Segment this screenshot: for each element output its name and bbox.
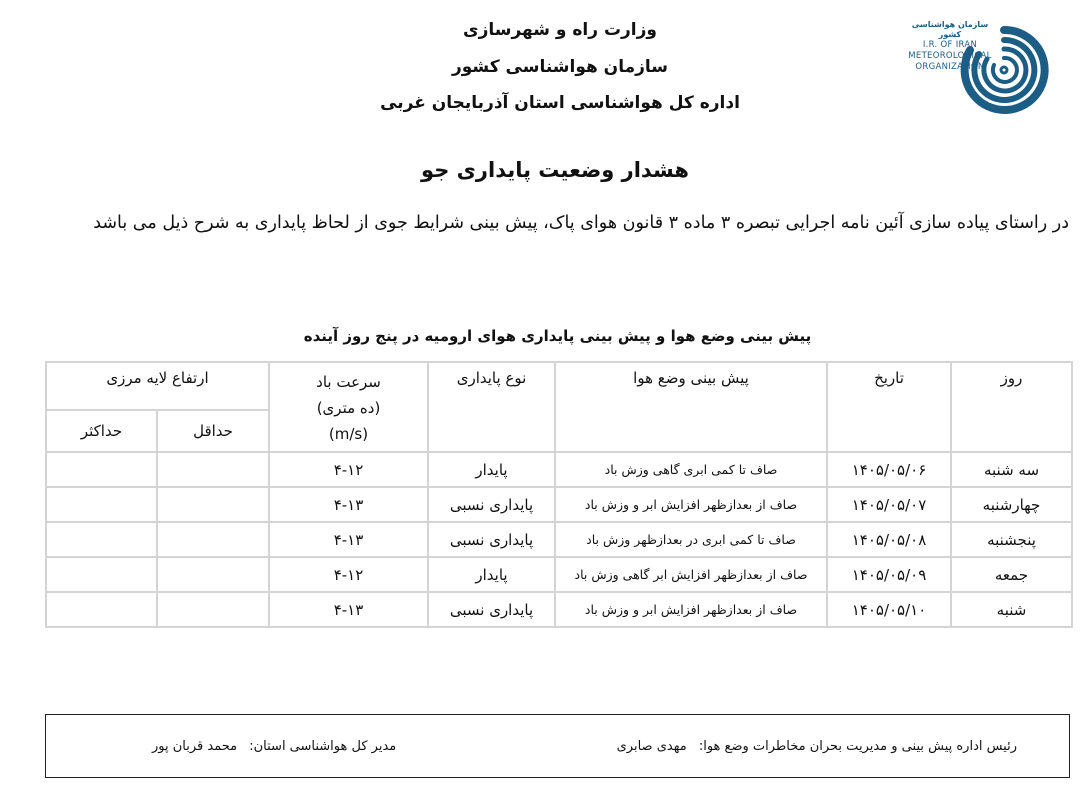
cell-max — [46, 557, 157, 592]
department-title: اداره کل هواشناسی استان آذربایجان غربی — [380, 93, 740, 113]
table-caption: پیش بینی وضع هوا و پیش بینی پایداری هوای ارومیه در پنج روز آینده — [303, 327, 812, 345]
table-row — [46, 452, 1072, 487]
cell-day: پنجشنبه — [951, 522, 1072, 557]
logo-english-line-1: I.R. OF IRAN — [922, 40, 978, 50]
logo-english-line-2: METEOROLOGICAL — [908, 51, 992, 61]
cell-max — [46, 487, 157, 522]
cell-stability: پایداری نسبی — [428, 522, 555, 557]
director-general-title: مدیر کل هواشناسی استان: — [249, 739, 397, 754]
director-general-name: محمد قربان پور — [152, 739, 238, 754]
cell-day: جمعه — [951, 557, 1072, 592]
header-date: تاریخ — [827, 362, 951, 452]
cell-forecast: صاف از بعدازظهر افزایش ابر و وزش باد — [555, 592, 827, 627]
cell-stability: پایدار — [428, 557, 555, 592]
director-general-signature — [152, 739, 396, 754]
header-day: روز — [951, 362, 1072, 452]
cell-day: شنبه — [951, 592, 1072, 627]
table-row — [46, 592, 1072, 627]
cell-forecast: صاف تا کمی ابری گاهی وزش باد — [555, 452, 827, 487]
cell-wind: ۴-۱۲ — [269, 452, 428, 487]
logo-text — [900, 20, 1000, 73]
cell-wind: ۴-۱۳ — [269, 522, 428, 557]
cell-min — [157, 452, 269, 487]
signature-box — [45, 714, 1070, 778]
forecast-chief-name: مهدی صابری — [616, 739, 687, 754]
header-wind-line-3: (m/s) — [328, 425, 369, 443]
cell-min — [157, 487, 269, 522]
document-title: هشدار وضعیت پایداری جو — [421, 158, 689, 182]
organization-logo — [900, 16, 1060, 128]
table-row — [46, 557, 1072, 592]
header-boundary-layer: ارتفاع لایه مرزی — [46, 362, 269, 410]
cell-max — [46, 522, 157, 557]
cell-date: ۱۴۰۵/۰۵/۰۸ — [827, 522, 951, 557]
forecast-table — [45, 361, 1073, 628]
ministry-title: وزارت راه و شهرسازی — [462, 20, 657, 40]
logo-english-line-3: ORGANIZATION — [915, 62, 985, 72]
cell-max — [46, 452, 157, 487]
cell-min — [157, 592, 269, 627]
cell-date: ۱۴۰۵/۰۵/۰۷ — [827, 487, 951, 522]
cell-day: سه شنبه — [951, 452, 1072, 487]
cell-wind: ۴-۱۳ — [269, 487, 428, 522]
cell-date: ۱۴۰۵/۰۵/۱۰ — [827, 592, 951, 627]
logo-persian-text: سازمان هواشناسی کشور — [911, 20, 989, 39]
header-wind-line-1: سرعت باد — [316, 373, 381, 391]
header-stability: نوع پایداری — [428, 362, 555, 452]
cell-forecast: صاف از بعدازظهر افزایش ابر گاهی وزش باد — [555, 557, 827, 592]
forecast-chief-signature — [617, 739, 1017, 754]
cell-stability: پایداری نسبی — [428, 487, 555, 522]
header-wind-line-2: (ده متری) — [316, 399, 381, 417]
cell-forecast: صاف تا کمی ابری در بعدازظهر وزش باد — [555, 522, 827, 557]
cell-min — [157, 557, 269, 592]
table-row — [46, 522, 1072, 557]
header-min: حداقل — [157, 410, 269, 452]
cell-forecast: صاف از بعدازظهر افزایش ابر و وزش باد — [555, 487, 827, 522]
cell-day: چهارشنبه — [951, 487, 1072, 522]
cell-max — [46, 592, 157, 627]
header-max: حداکثر — [46, 410, 157, 452]
organization-title: سازمان هواشناسی کشور — [451, 57, 668, 77]
cell-wind: ۴-۱۳ — [269, 592, 428, 627]
cell-stability: پایدار — [428, 452, 555, 487]
cell-wind: ۴-۱۲ — [269, 557, 428, 592]
header-forecast: پیش بینی وضع هوا — [555, 362, 827, 452]
table-header-row — [46, 362, 1072, 410]
forecast-chief-title: رئیس اداره پیش بینی و مدیریت بحران مخاطرات وضع هوا: — [698, 739, 1017, 754]
cell-date: ۱۴۰۵/۰۵/۰۶ — [827, 452, 951, 487]
cell-stability: پایداری نسبی — [428, 592, 555, 627]
cell-date: ۱۴۰۵/۰۵/۰۹ — [827, 557, 951, 592]
intro-paragraph: در راستای پیاده سازی آئین نامه اجرایی تبصره ۳ ماده ۳ قانون هوای پاک، پیش بینی شرایط جوی از لحاظ پایداری به شرح ذیل می باشد — [93, 213, 1069, 233]
cell-min — [157, 522, 269, 557]
header-wind-speed — [269, 362, 428, 452]
table-row — [46, 487, 1072, 522]
